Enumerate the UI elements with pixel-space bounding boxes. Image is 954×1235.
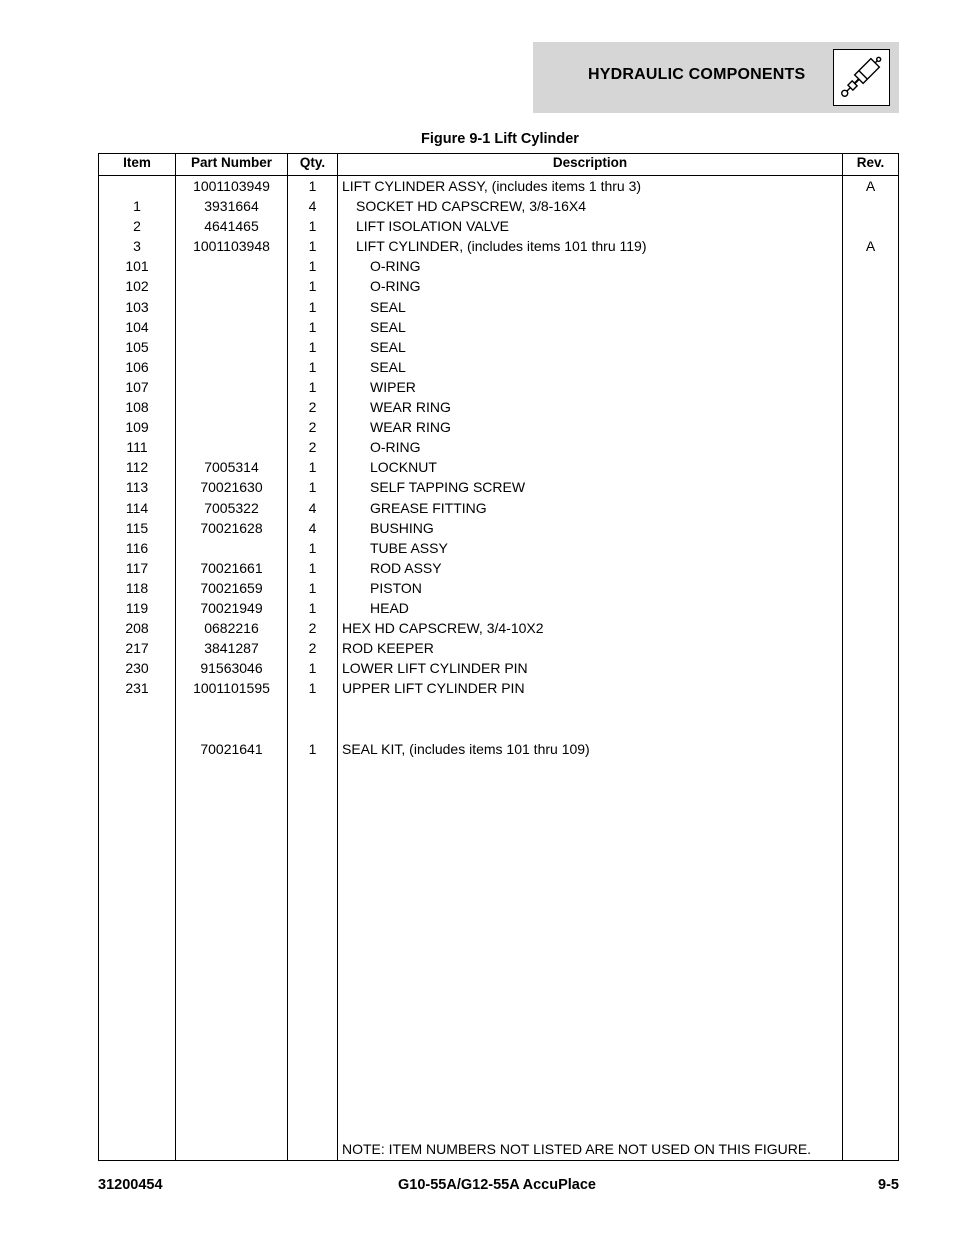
- section-title: HYDRAULIC COMPONENTS: [588, 66, 806, 83]
- item-cell: 230: [125, 660, 149, 677]
- description-cell: ROD ASSY: [370, 559, 442, 576]
- table-row: [99, 598, 898, 618]
- item-cell: 231: [125, 680, 149, 697]
- part-number-cell: 7005322: [204, 499, 259, 516]
- table-row: [99, 276, 898, 296]
- item-cell: 217: [125, 640, 149, 657]
- item-cell: 117: [125, 559, 149, 576]
- qty-cell: 2: [308, 620, 317, 637]
- qty-cell: 1: [308, 680, 317, 697]
- qty-cell: 1: [308, 378, 317, 395]
- description-cell: LIFT CYLINDER ASSY, (includes items 1 thru 3): [342, 178, 642, 194]
- qty-cell: 4: [308, 519, 317, 536]
- item-cell: 107: [125, 378, 149, 395]
- footer-model: G10-55A/G12-55A AccuPlace: [397, 1177, 596, 1193]
- item-cell: 101: [125, 258, 149, 275]
- table-row: [99, 638, 898, 658]
- table-header: [99, 154, 898, 176]
- part-number-cell: 70021628: [200, 519, 263, 536]
- qty-cell: 1: [308, 660, 317, 677]
- qty-cell: 1: [308, 278, 317, 295]
- item-cell: 104: [125, 318, 149, 335]
- description-cell: SELF TAPPING SCREW: [370, 479, 526, 496]
- description-cell: SEAL: [370, 318, 406, 335]
- description-cell: O-RING: [370, 278, 421, 295]
- part-number-cell: 70021661: [200, 559, 263, 576]
- description-cell: SEAL: [370, 358, 406, 375]
- table-row: [99, 739, 898, 759]
- table-note: NOTE: ITEM NUMBERS NOT LISTED ARE NOT USED ON THIS FIGURE.: [342, 1141, 812, 1157]
- table-body: [99, 176, 898, 759]
- description-cell: WIPER: [370, 378, 416, 395]
- item-cell: 111: [126, 439, 148, 456]
- qty-cell: 1: [308, 298, 317, 315]
- item-cell: 116: [125, 539, 149, 556]
- qty-cell: 2: [308, 419, 317, 436]
- qty-cell: 2: [308, 640, 317, 657]
- item-cell: 115: [125, 519, 149, 536]
- description-cell: GREASE FITTING: [370, 499, 487, 516]
- description-cell: HEAD: [370, 599, 409, 616]
- part-number-cell: 1001103948: [193, 238, 270, 255]
- item-cell: 2: [133, 218, 141, 235]
- item-cell: 106: [125, 358, 149, 375]
- qty-cell: 1: [308, 318, 317, 335]
- part-number-cell: 3931664: [204, 198, 259, 215]
- item-cell: 109: [125, 419, 149, 436]
- qty-cell: 4: [308, 198, 317, 215]
- figure-title: Figure 9-1 Lift Cylinder: [421, 131, 579, 147]
- description-cell: SEAL: [370, 298, 406, 315]
- table-row: [99, 658, 898, 678]
- description-cell: SEAL: [370, 338, 406, 355]
- table-row: [99, 498, 898, 518]
- description-cell: ROD KEEPER: [342, 640, 434, 657]
- table-row: [99, 578, 898, 598]
- table-row: [99, 297, 898, 317]
- item-cell: 114: [125, 499, 149, 516]
- table-row: [99, 337, 898, 357]
- description-cell: SEAL KIT, (includes items 101 thru 109): [342, 740, 590, 757]
- table-row: [99, 457, 898, 477]
- header-rev: Rev.: [856, 155, 885, 170]
- table-row: [99, 357, 898, 377]
- table-row: [99, 538, 898, 558]
- part-number-cell: 4641465: [204, 218, 259, 235]
- item-cell: 113: [125, 479, 149, 496]
- qty-cell: 1: [308, 579, 317, 596]
- section-header: [533, 42, 899, 113]
- header-item: Item: [123, 155, 151, 170]
- item-cell: 102: [125, 278, 149, 295]
- part-number-cell: 1001101595: [193, 680, 270, 697]
- table-row: [99, 417, 898, 437]
- description-cell: WEAR RING: [370, 419, 451, 436]
- description-cell: LOCKNUT: [370, 459, 437, 476]
- table-row: [99, 518, 898, 538]
- qty-cell: 2: [308, 439, 317, 456]
- table-row: [99, 216, 898, 236]
- rev-cell: A: [865, 178, 876, 194]
- table-row: [99, 558, 898, 578]
- table-row: [99, 236, 898, 256]
- qty-cell: 1: [308, 479, 317, 496]
- qty-cell: 1: [308, 459, 317, 476]
- description-cell: SOCKET HD CAPSCREW, 3/8-16X4: [356, 198, 587, 215]
- table-row: [99, 196, 898, 216]
- table-row: [99, 477, 898, 497]
- part-number-cell: 70021630: [200, 479, 263, 496]
- item-cell: 118: [125, 579, 149, 596]
- table-row: [99, 698, 898, 718]
- item-cell: 105: [125, 338, 149, 355]
- description-cell: HEX HD CAPSCREW, 3/4-10X2: [342, 620, 544, 637]
- hydraulic-cylinder-icon: [833, 49, 890, 106]
- description-cell: LIFT ISOLATION VALVE: [356, 218, 510, 235]
- parts-table: [98, 153, 899, 1161]
- item-cell: 1: [133, 198, 141, 215]
- table-row: [99, 618, 898, 638]
- table-row: [99, 397, 898, 417]
- table-row: [99, 437, 898, 457]
- item-cell: 112: [125, 459, 149, 476]
- part-number-cell: 3841287: [204, 640, 259, 657]
- description-cell: PISTON: [370, 579, 422, 596]
- part-number-cell: 91563046: [200, 660, 263, 677]
- description-cell: LIFT CYLINDER, (includes items 101 thru 119): [356, 238, 647, 255]
- qty-cell: 1: [308, 338, 317, 355]
- qty-cell: 2: [308, 399, 317, 416]
- footer-page-number: 9-5: [878, 1177, 899, 1193]
- qty-cell: 1: [308, 740, 317, 757]
- part-number-cell: 70021659: [200, 579, 263, 596]
- qty-cell: 1: [308, 178, 317, 194]
- qty-cell: 1: [308, 539, 317, 556]
- footer-doc-number: 31200454: [98, 1177, 163, 1193]
- item-cell: 103: [125, 298, 149, 315]
- item-cell: 108: [125, 399, 149, 416]
- table-row: [99, 377, 898, 397]
- table-row: [99, 176, 898, 196]
- description-cell: UPPER LIFT CYLINDER PIN: [342, 680, 525, 697]
- table-row: [99, 678, 898, 698]
- description-cell: O-RING: [370, 258, 421, 275]
- qty-cell: 1: [308, 358, 317, 375]
- part-number-cell: 70021641: [200, 740, 263, 757]
- description-cell: WEAR RING: [370, 399, 451, 416]
- table-row: [99, 317, 898, 337]
- description-cell: TUBE ASSY: [370, 539, 448, 556]
- header-part-number: Part Number: [190, 155, 273, 170]
- qty-cell: 1: [308, 218, 317, 235]
- qty-cell: 1: [308, 599, 317, 616]
- description-cell: BUSHING: [370, 519, 434, 536]
- description-cell: LOWER LIFT CYLINDER PIN: [342, 660, 528, 677]
- item-cell: 208: [125, 620, 149, 637]
- qty-cell: 1: [308, 559, 317, 576]
- qty-cell: 1: [308, 258, 317, 275]
- qty-cell: 1: [308, 238, 317, 255]
- part-number-cell: 70021949: [200, 599, 263, 616]
- description-cell: O-RING: [370, 439, 421, 456]
- rev-cell: A: [865, 238, 876, 255]
- part-number-cell: 0682216: [204, 620, 259, 637]
- header-qty: Qty.: [299, 155, 326, 170]
- item-cell: 119: [125, 599, 149, 616]
- table-row: [99, 256, 898, 276]
- part-number-cell: 1001103949: [193, 178, 270, 194]
- item-cell: 3: [133, 238, 141, 255]
- qty-cell: 4: [308, 499, 317, 516]
- table-row: [99, 719, 898, 739]
- part-number-cell: 7005314: [204, 459, 259, 476]
- header-description: Description: [552, 155, 628, 170]
